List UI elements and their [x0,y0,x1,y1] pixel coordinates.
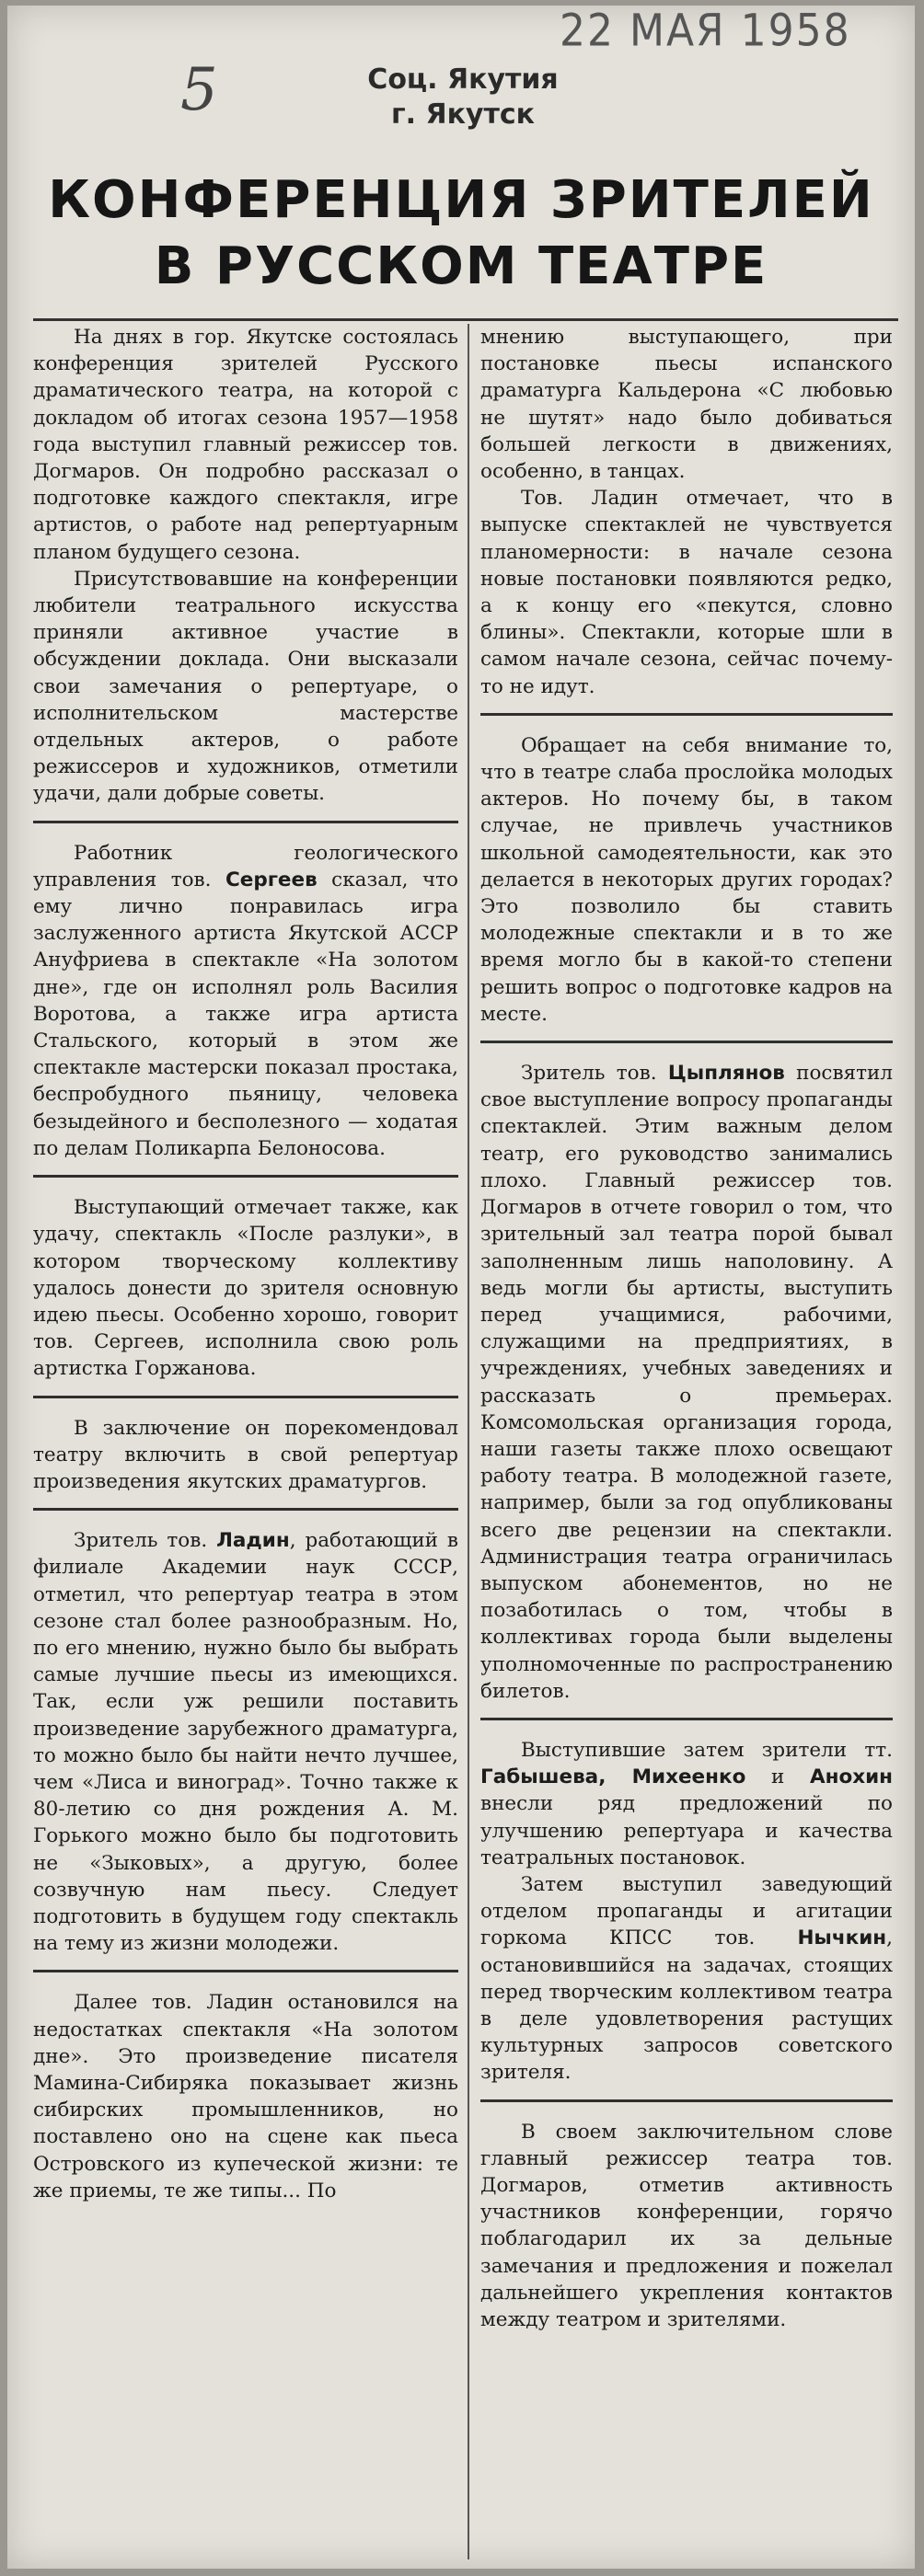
paragraph: Присутствовавшие на конференции любители театрального искусства приняли активное участие в обсуждении доклада. Они высказали свои замечания о репертуаре, о исполнительском мастерстве отдельных актеров, о работе режиссеров и художников, отметили удачи, дали добрые советы. [33,567,458,806]
text-run: Выступившие затем зрители тт. [521,1738,893,1762]
paragraph-divider [480,1041,893,1043]
headline-line-1: КОНФЕРЕНЦИЯ ЗРИТЕЛЕЙ [48,170,874,230]
text-run: и [745,1765,810,1789]
speaker-name: Цыплянов [667,1062,785,1086]
source-city: г. Якутск [390,98,536,131]
paragraph: Выступающий отмечает также, как удачу, спектакль «После разлуки», в котором творческому коллективу удалось донести до зрителя основную идею пьесы. Особенно хорошо, говорит тов. Сергеев, исполнила свою роль артистка Горжанова. [33,1196,458,1381]
pencil-mark: 5 [180,56,218,124]
speaker-name: Сергеев [225,868,318,891]
paragraph-divider [33,1175,458,1178]
paragraph [480,1737,893,1871]
text-run: Зритель тов. [521,1062,668,1086]
column-divider [468,324,469,2559]
paragraph: Тов. Ладин отмечает, что в выпуске спектаклей не чувствуется планомерности: в начале сезона новые постановки появляются редко, а к концу его «пекутся, словно блины». Спектакли, которые шли в самом начале сезона, сейчас почему-то не идут. [480,487,893,698]
paragraph: мнению выступающего, при постановке пьесы испанского драматурга Кальдерона «С любовью не шутят» надо было добиваться большей легкости в движениях, особенно, в танцах. [480,326,893,484]
paragraph [33,840,458,1162]
paragraph-divider [480,713,893,716]
text-run: Затем выступил заведующий отделом пропаганды и агитации горкома КПСС тов. [480,1872,893,1950]
paragraph-divider [480,2099,893,2102]
date-stamp: 22 МАЯ 1958 [560,6,851,57]
paragraph [480,1871,893,2087]
headline-rule [33,318,898,321]
speaker-name: Анохин [809,1765,894,1789]
paragraph-divider [33,1396,458,1398]
article-column-right [480,324,893,2333]
paragraph: Обращает на себя внимание то, что в театре слаба прослойка молодых актеров. Но почему бы, в таком случае, не привлечь участников школьной самодеятельности, как это делается в некоторых других городах? Это позволило бы ставить молодежные спектакли и в то же время могло бы в какой-то степени решить вопрос о подготовке кадров на месте. [480,733,893,1026]
text-run: сказал, что ему лично понравилась игра заслуженного артиста Якутской АССР Ануфриева в спектакле «На золотом дне», где он исполнял роль Василия Воротова, а также игра артиста Стальского, который в этом же спектакле мастерски показал простака, беспробудного пьяницу, человека безыдейного и бесполезного — ходатая по делам Поликарпа Белоносова. [33,868,458,1160]
text-run: , работающий в филиале Академии наук СССР, отметил, что репертуар театра в этом сезоне стал более разнообразным. Но, по его мнению, нужно было бы выбрать самые лучшие пьесы из имеющихся. Так, если уж решили поставить произведение зарубежного драматурга, то можно было бы найти нечто лучшее, чем «Лиса и виноград». Точно также к 80-летию со дня рождения А. М. Горького можно было бы подготовить не «Зыковых», а другую, более созвучную нам пьесу. Следует подготовить в будущем году спектакль на тему из жизни молодежи. [33,1529,459,1956]
paragraph-divider [33,1970,458,1972]
text-run: Зритель тов. [74,1529,217,1553]
paragraph: В своем заключительном слове главный режиссер театра тов. Догмаров, отметив активность участников конференции, горячо поблагодарил их за дельные замечания и предложения и пожелал дальнейшего укрепления контактов между театром и зрителями. [480,2120,893,2332]
headline-line-2: В РУССКОМ ТЕАТРЕ [154,236,768,296]
headline [35,167,887,300]
article-column-left [33,324,458,2204]
text-run: внесли ряд предложений по улучшению репертуара и качества театральных постановок. [480,1792,893,1869]
source-newspaper: Соц. Якутия [367,63,559,96]
speaker-name: Ладин [216,1529,290,1553]
text-run: посвятил свое выступление вопросу пропаганды спектаклей. Этим важным делом театр, его руководство занимались плохо. Главный режиссер тов. Догмаров в отчете говорил о том, что зрительный зал театра порой бывал заполненным лишь наполовину. А ведь могли бы артисты, выступить перед учащимися, рабочими, служащими на предприятиях, в учреждениях, учебных заведениях и рассказать о премьерах. Комсомольская организация города, наши газеты также плохо освещают работу театра. В молодежной газете, например, были за год опубликованы всего две рецензии на спектакли. Администрация театра ограничилась выпуском абонементов, но не позаботилась о том, чтобы в коллективах города были выделены уполномоченные по распространению билетов. [480,1062,893,1703]
text-run: , остановившийся на задачах, стоящих перед творческим коллективом театра в деле удовлетворения растущих культурных запросов советского зрителя. [480,1926,893,2085]
paragraph-divider [33,821,458,823]
paragraph [480,1060,893,1705]
text-run: Работник геологического управления тов. [33,841,458,891]
speaker-name: Нычкин [797,1926,887,1950]
paragraph-divider [33,1508,458,1511]
paragraph: На днях в гор. Якутске состоялась конференция зрителей Русского драматического театра, на которой с докладом об итогах сезона 1957—1958 года выступил главный режиссер тов. Догмаров. Он подробно рассказал о подготовке каждого спектакля, игре артистов, о работе над репертуарным планом будущего сезона. [33,326,458,564]
newspaper-clipping [7,6,915,2569]
paragraph: Далее тов. Ладин остановился на недостатках спектакля «На золотом дне». Это произведение писателя Мамина-Сибиряка показывает жизнь сибирских промышленников, но поставлено оно на сцене как пьеса Островского из купеческой жизни: те же приемы, те же типы... По [33,1991,458,2202]
paragraph [33,1527,458,1957]
paragraph: В заключение он порекомендовал театру включить в свой репертуар произведения якутских драматургов. [33,1416,458,1493]
source-label [311,63,615,132]
speaker-names: Габышева, Михеенко [480,1765,746,1789]
paragraph-divider [480,1718,893,1720]
